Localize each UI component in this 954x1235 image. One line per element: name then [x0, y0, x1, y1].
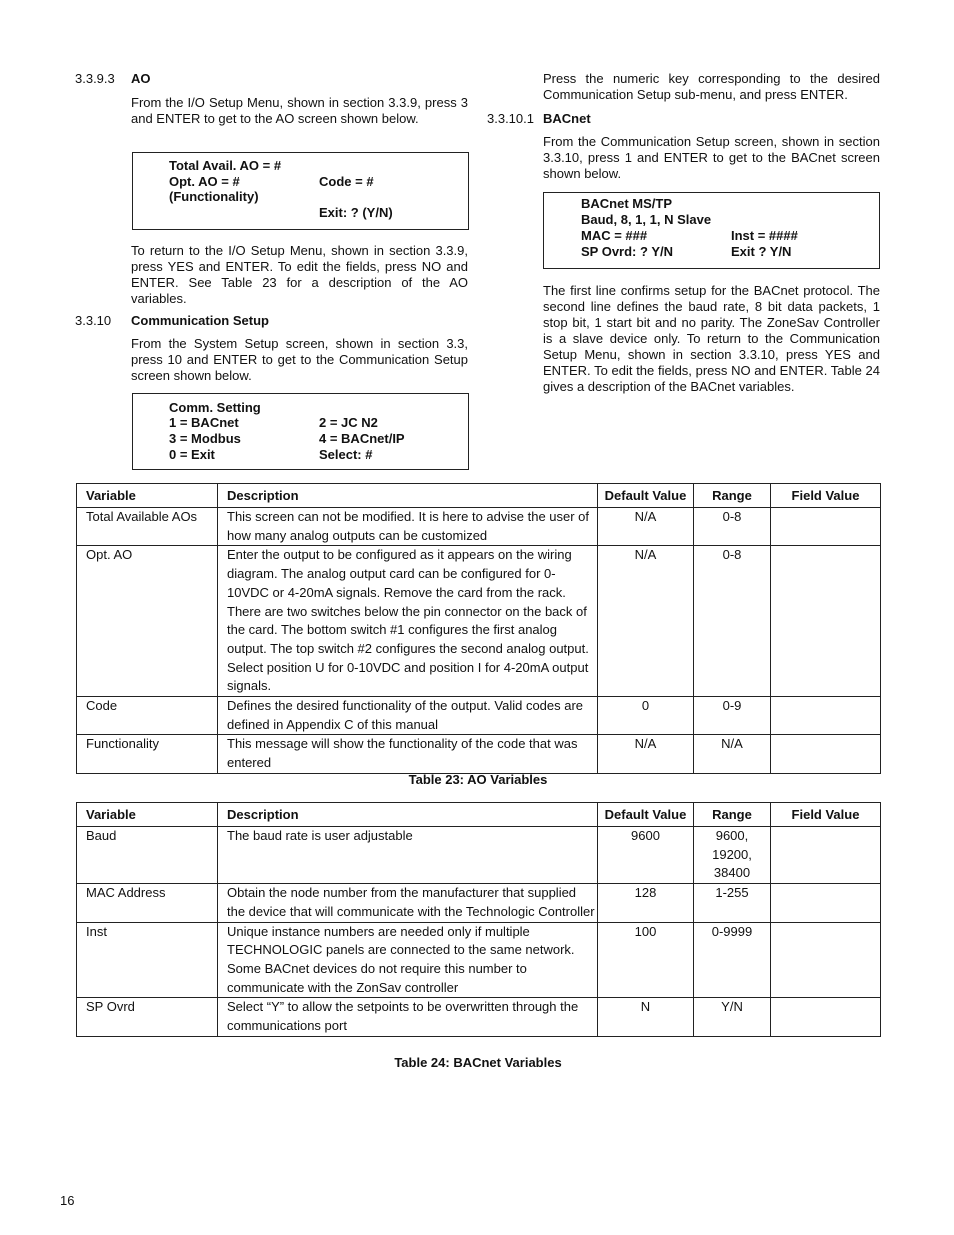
comm-intro-paragraph: From the System Setup screen, shown in section 3.3, press 10 and ENTER to get to the Communication Setup screen shown below.	[131, 336, 468, 383]
comm-screen-line1: Comm. Setting	[169, 400, 261, 415]
cell-range: 0-8	[694, 546, 771, 697]
comm-screen-line4-left: 0 = Exit	[169, 447, 215, 462]
bacnet-screen-line1: BACnet MS/TP	[581, 196, 672, 211]
table-23-caption: Table 23: AO Variables	[408, 772, 548, 787]
cell-default-value: N/A	[598, 735, 694, 773]
bacnet-screen-line4-left: SP Ovrd: ? Y/N	[581, 244, 673, 259]
cell-range: Y/N	[694, 998, 771, 1036]
table-row	[77, 884, 881, 922]
comm-submenu-paragraph: Press the numeric key corresponding to the desired Communication Setup sub-menu, and press ENTER.	[543, 71, 880, 102]
ao-intro-paragraph: From the I/O Setup Menu, shown in section 3.3.9, press 3 and ENTER to get to the AO screen shown below.	[131, 95, 468, 126]
cell-field-value	[771, 998, 881, 1036]
cell-variable: Opt. AO	[77, 546, 218, 697]
section-number-ao: 3.3.9.3	[75, 71, 115, 86]
table-row	[77, 546, 881, 697]
cell-range: 0-8	[694, 508, 771, 546]
cell-description: Select “Y” to allow the setpoints to be overwritten through the communications port	[218, 998, 598, 1036]
cell-field-value	[771, 508, 881, 546]
cell-description: Enter the output to be configured as it appears on the wiring diagram. The analog output card can be configured for 0-10VDC or 4-20mA signals. Remove the card from the rack. There are two switches below the pin connector on the back of the card. The bottom switch #1 configures the first analog output. The top switch #2 configures the second analog output. Select position U for 0-10VDC and position I for 4-20mA output signals.	[218, 546, 598, 697]
column-header-range: Range	[694, 803, 771, 827]
table-row	[77, 735, 881, 773]
cell-description: The baud rate is user adjustable	[218, 827, 598, 884]
cell-field-value	[771, 827, 881, 884]
page-number: 16	[60, 1193, 75, 1208]
column-header-field-value: Field Value	[771, 484, 881, 508]
section-title-comm: Communication Setup	[131, 313, 269, 328]
cell-description: Unique instance numbers are needed only if multiple TECHNOLOGIC panels are connected to the same network. Some BACnet devices do not require this number to communicate with the ZonSav controller	[218, 922, 598, 998]
ao-screen-line1: Total Avail. AO = #	[169, 158, 282, 173]
table-header-row	[77, 803, 881, 827]
bacnet-screen-line4-right: Exit ? Y/N	[731, 244, 792, 259]
ao-screen-line2-left: Opt. AO = #	[169, 174, 240, 189]
bacnet-screen-line2: Baud, 8, 1, 1, N Slave	[581, 212, 712, 227]
cell-field-value	[771, 884, 881, 922]
bacnet-screen-box	[543, 192, 880, 269]
column-header-range: Range	[694, 484, 771, 508]
column-header-variable: Variable	[77, 803, 218, 827]
comm-screen-line3-right: 4 = BACnet/IP	[319, 431, 405, 446]
bacnet-screen-line3-left: MAC = ###	[581, 228, 648, 243]
cell-description: This screen can not be modified. It is here to advise the user of how many analog outputs can be customized	[218, 508, 598, 546]
section-number-comm: 3.3.10	[75, 313, 112, 328]
cell-field-value	[771, 735, 881, 773]
cell-field-value	[771, 922, 881, 998]
table-row	[77, 697, 881, 735]
section-title-ao: AO	[131, 71, 151, 86]
cell-default-value: 100	[598, 922, 694, 998]
cell-range: 9600, 19200, 38400	[694, 827, 771, 884]
cell-description: This message will show the functionality of the code that was entered	[218, 735, 598, 773]
table-row	[77, 998, 881, 1036]
cell-variable: Inst	[77, 922, 218, 998]
column-header-default-value: Default Value	[598, 803, 694, 827]
cell-default-value: 0	[598, 697, 694, 735]
ao-after-paragraph: To return to the I/O Setup Menu, shown in section 3.3.9, press YES and ENTER. To edit the fields, press NO and ENTER. See Table 23 for a description of the AO variables.	[131, 243, 468, 306]
cell-range: 0-9	[694, 697, 771, 735]
cell-variable: Baud	[77, 827, 218, 884]
cell-default-value: N/A	[598, 508, 694, 546]
bacnet-variables-table	[76, 802, 881, 1037]
column-header-default-value: Default Value	[598, 484, 694, 508]
cell-variable: Total Available AOs	[77, 508, 218, 546]
ao-screen-line2-right: Code = #	[319, 174, 374, 189]
cell-variable: Functionality	[77, 735, 218, 773]
cell-default-value: 9600	[598, 827, 694, 884]
cell-description: Defines the desired functionality of the output. Valid codes are defined in Appendix C of this manual	[218, 697, 598, 735]
ao-variables-table	[76, 483, 881, 774]
cell-variable: MAC Address	[77, 884, 218, 922]
comm-screen-line2-right: 2 = JC N2	[319, 415, 378, 430]
bacnet-after-paragraph: The first line confirms setup for the BACnet protocol. The second line defines the baud rate, 8 bit data packets, 1 stop bit, 1 start bit and no parity. The ZoneSav Controller is a slave device only. To return to the Communication Setup Menu, shown in section 3.3.10, press YES and ENTER. To edit the fields, press NO and ENTER. Table 24 gives a description of the BACnet variables.	[543, 283, 880, 394]
bacnet-intro-paragraph: From the Communication Setup screen, shown in section 3.3.10, press 1 and ENTER to get to the BACnet screen shown below.	[543, 134, 880, 181]
table-row	[77, 922, 881, 998]
cell-range: N/A	[694, 735, 771, 773]
cell-field-value	[771, 697, 881, 735]
cell-variable: SP Ovrd	[77, 998, 218, 1036]
cell-field-value	[771, 546, 881, 697]
section-number-bacnet: 3.3.10.1	[487, 111, 534, 126]
comm-screen-box	[132, 393, 469, 470]
ao-screen-line4-right: Exit: ? (Y/N)	[319, 205, 393, 220]
cell-default-value: N/A	[598, 546, 694, 697]
table-header-row	[77, 484, 881, 508]
comm-screen-line4-right: Select: #	[319, 447, 373, 462]
cell-range: 1-255	[694, 884, 771, 922]
bacnet-screen-line3-right: Inst = ####	[731, 228, 798, 243]
column-header-description: Description	[218, 484, 598, 508]
column-header-description: Description	[218, 803, 598, 827]
cell-default-value: N	[598, 998, 694, 1036]
ao-screen-box	[132, 152, 469, 230]
ao-screen-line3-left: (Functionality)	[169, 189, 259, 204]
cell-default-value: 128	[598, 884, 694, 922]
cell-range: 0-9999	[694, 922, 771, 998]
cell-description: Obtain the node number from the manufacturer that supplied the device that will communicate with the Technologic Controller	[218, 884, 598, 922]
column-header-variable: Variable	[77, 484, 218, 508]
comm-screen-line2-left: 1 = BACnet	[169, 415, 239, 430]
table-24-caption: Table 24: BACnet Variables	[394, 1055, 562, 1070]
section-title-bacnet: BACnet	[543, 111, 591, 126]
column-header-field-value: Field Value	[771, 803, 881, 827]
table-row	[77, 827, 881, 884]
comm-screen-line3-left: 3 = Modbus	[169, 431, 241, 446]
cell-variable: Code	[77, 697, 218, 735]
table-row	[77, 508, 881, 546]
